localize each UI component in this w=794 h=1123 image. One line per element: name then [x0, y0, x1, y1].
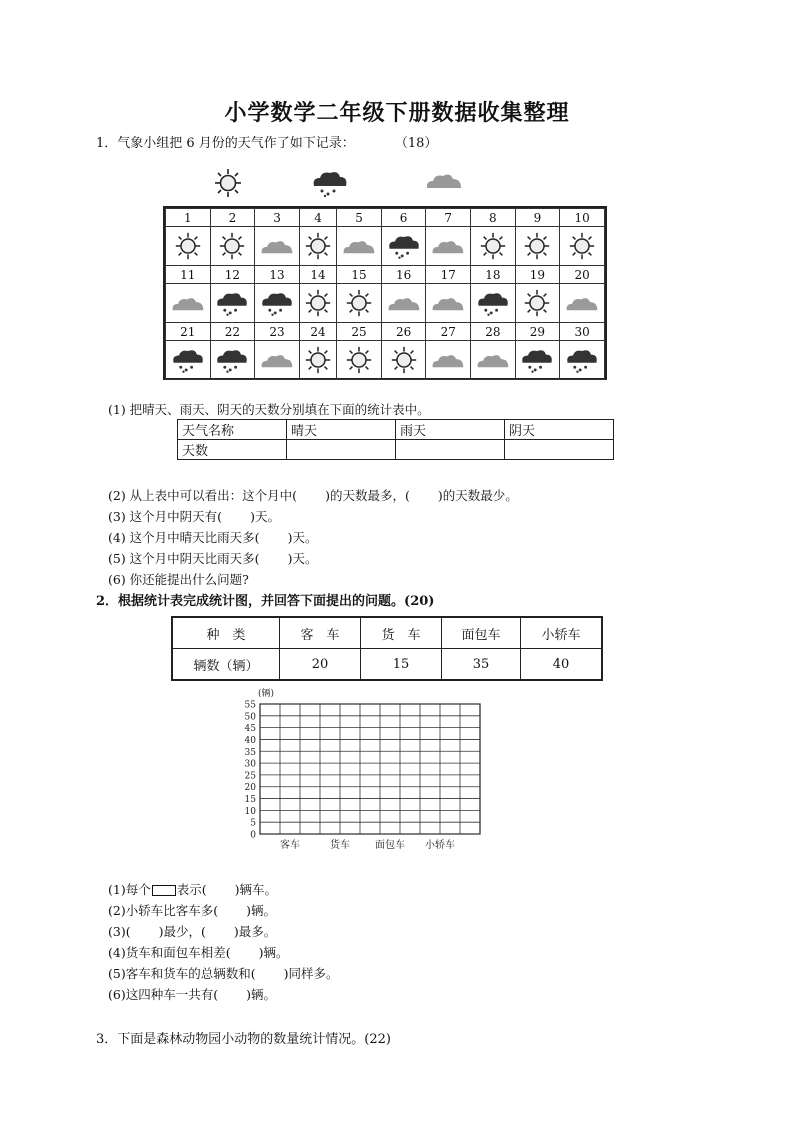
calendar-day-number: 7: [426, 209, 471, 227]
q2-sub4: (4)货车和面包车相差( )辆。: [108, 945, 289, 960]
q2-sub1: (1)每个 表示( )辆车。: [108, 882, 277, 897]
calendar-day-weather: [381, 341, 426, 380]
sun-icon: [303, 288, 333, 318]
rain-icon: [214, 346, 250, 374]
rain-icon: [310, 168, 350, 202]
y-tick-label: 5: [250, 818, 256, 829]
calendar-day-number: 11: [166, 266, 211, 284]
cloud-icon: [386, 292, 422, 314]
sun-icon: [303, 345, 333, 375]
calendar-day-number: 28: [471, 323, 516, 341]
sun-icon: [522, 231, 552, 261]
table-header-cell: 种 类: [172, 617, 280, 649]
cloud-icon: [259, 235, 295, 257]
sun-icon: [303, 231, 333, 261]
q1-sub3: (3) 这个月中阴天有( )天。: [108, 509, 280, 524]
calendar-day-number: 30: [560, 323, 605, 341]
calendar-day-weather: [299, 284, 336, 323]
cloud-icon: [564, 292, 600, 314]
sun-icon: [478, 231, 508, 261]
calendar-day-weather: [210, 227, 255, 266]
calendar-day-number: 8: [471, 209, 516, 227]
cloud-icon: [424, 168, 464, 196]
q1-sub1: (1) 把晴天、雨天、阴天的天数分别填在下面的统计表中。: [108, 402, 430, 417]
answer-cell-rainy[interactable]: [396, 440, 505, 460]
weather-calendar: [163, 206, 607, 380]
sun-icon: [344, 288, 374, 318]
calendar-day-weather: [560, 227, 605, 266]
calendar-day-weather: [337, 341, 382, 380]
calendar-day-number: 5: [337, 209, 382, 227]
y-tick-label: 15: [244, 795, 256, 806]
calendar-day-weather: [255, 341, 300, 380]
calendar-day-number: 22: [210, 323, 255, 341]
calendar-day-weather: [299, 227, 336, 266]
calendar-day-number: 23: [255, 323, 300, 341]
sun-icon: [173, 231, 203, 261]
y-axis-label: (辆): [258, 689, 275, 699]
cloud-icon: [430, 349, 466, 371]
calendar-day-weather: [166, 341, 211, 380]
rain-icon: [259, 289, 295, 317]
vehicle-table: [171, 616, 603, 681]
calendar-day-number: 25: [337, 323, 382, 341]
calendar-day-weather: [255, 284, 300, 323]
calendar-day-weather: [560, 284, 605, 323]
calendar-day-weather: [560, 341, 605, 380]
calendar-day-weather: [166, 284, 211, 323]
y-tick-label: 45: [244, 724, 256, 735]
rain-icon: [519, 346, 555, 374]
y-tick-label: 25: [244, 771, 256, 782]
q1-sub5: (5) 这个月中阴天比雨天多( )天。: [108, 551, 318, 566]
table-header-cell: 货 车: [361, 617, 442, 649]
calendar-day-weather: [337, 227, 382, 266]
table-row-label: 辆数（辆）: [172, 649, 280, 681]
q1-sub2: (2) 从上表中可以看出：这个月中( )的天数最多，( )的天数最少。: [108, 488, 518, 503]
table-header-cell: 客 车: [280, 617, 361, 649]
y-tick-label: 55: [244, 700, 256, 711]
q3-text: 3．下面是森林动物园小动物的数量统计情况。(22): [96, 1032, 391, 1047]
q1-score: （18）: [394, 136, 438, 151]
rain-icon: [386, 232, 422, 260]
table-cell: 35: [442, 649, 521, 681]
table-cell: 40: [521, 649, 603, 681]
table-header-cell: 面包车: [442, 617, 521, 649]
rain-icon: [170, 346, 206, 374]
calendar-day-weather: [515, 284, 560, 323]
calendar-day-weather: [381, 227, 426, 266]
calendar-day-weather: [166, 227, 211, 266]
calendar-day-number: 19: [515, 266, 560, 284]
bar-unit-icon: [152, 885, 176, 896]
calendar-day-number: 15: [337, 266, 382, 284]
q2-sub2: (2)小轿车比客车多( )辆。: [108, 903, 276, 918]
answer-cell-cloudy[interactable]: [505, 440, 614, 460]
table-row-label: 天数: [178, 440, 287, 460]
y-tick-label: 35: [244, 747, 256, 758]
calendar-day-number: 26: [381, 323, 426, 341]
rain-icon: [564, 346, 600, 374]
y-tick-label: 0: [250, 830, 256, 841]
cloud-icon: [430, 292, 466, 314]
x-tick-label: 货车: [330, 840, 350, 851]
q2-sub5: (5)客车和货车的总辆数和( )同样多。: [108, 966, 339, 981]
calendar-day-weather: [471, 341, 516, 380]
calendar-day-weather: [299, 341, 336, 380]
calendar-day-weather: [426, 227, 471, 266]
x-tick-label: 面包车: [375, 840, 405, 851]
table-header-cell: 晴天: [287, 420, 396, 440]
sun-icon: [344, 345, 374, 375]
calendar-day-weather: [515, 341, 560, 380]
rain-icon: [475, 289, 511, 317]
calendar-day-number: 13: [255, 266, 300, 284]
cloud-icon: [341, 235, 377, 257]
sun-icon: [567, 231, 597, 261]
calendar-day-weather: [515, 227, 560, 266]
sun-icon: [217, 231, 247, 261]
table-header-cell: 小轿车: [521, 617, 603, 649]
chart-frame: [260, 704, 480, 834]
cloud-icon: [259, 349, 295, 371]
cloud-icon: [475, 349, 511, 371]
table-cell: 15: [361, 649, 442, 681]
y-tick-label: 50: [244, 712, 256, 723]
calendar-day-weather: [210, 341, 255, 380]
sun-icon: [212, 168, 244, 202]
q2-text: 2．根据统计表完成统计图，并回答下面提出的问题。(20): [96, 594, 435, 609]
calendar-day-number: 1: [166, 209, 211, 227]
calendar-day-number: 4: [299, 209, 336, 227]
calendar-day-number: 17: [426, 266, 471, 284]
q1-text: 1．气象小组把 6 月份的天气作了如下记录： （18）: [96, 136, 438, 151]
calendar-day-weather: [471, 227, 516, 266]
weather-stats-table: [177, 419, 614, 460]
calendar-day-number: 10: [560, 209, 605, 227]
rain-icon: [214, 289, 250, 317]
vehicle-bar-chart: [236, 686, 486, 854]
calendar-day-weather: [337, 284, 382, 323]
y-tick-label: 10: [244, 806, 256, 817]
cloud-icon: [430, 235, 466, 257]
calendar-day-number: 2: [210, 209, 255, 227]
calendar-day-number: 16: [381, 266, 426, 284]
q2-sub6: (6)这四种车一共有( )辆。: [108, 987, 276, 1002]
q1-sub4: (4) 这个月中晴天比雨天多( )天。: [108, 530, 318, 545]
x-tick-label: 小轿车: [425, 840, 455, 851]
table-header-cell: 雨天: [396, 420, 505, 440]
calendar-day-number: 24: [299, 323, 336, 341]
calendar-day-weather: [381, 284, 426, 323]
sun-icon: [389, 345, 419, 375]
calendar-day-number: 27: [426, 323, 471, 341]
sun-icon: [522, 288, 552, 318]
calendar-day-number: 14: [299, 266, 336, 284]
q2-sub3: (3)( )最少，( )最多。: [108, 924, 277, 939]
y-tick-label: 40: [244, 735, 256, 746]
table-header-cell: 天气名称: [178, 420, 287, 440]
calendar-day-number: 20: [560, 266, 605, 284]
calendar-day-number: 21: [166, 323, 211, 341]
page-title: 小学数学二年级下册数据收集整理: [224, 100, 570, 126]
answer-cell-sunny[interactable]: [287, 440, 396, 460]
cloud-icon: [170, 292, 206, 314]
calendar-day-weather: [471, 284, 516, 323]
calendar-day-number: 3: [255, 209, 300, 227]
calendar-day-weather: [210, 284, 255, 323]
calendar-day-number: 6: [381, 209, 426, 227]
calendar-day-number: 9: [515, 209, 560, 227]
calendar-day-number: 18: [471, 266, 516, 284]
weather-legend: [210, 168, 470, 198]
calendar-day-weather: [255, 227, 300, 266]
table-header-cell: 阴天: [505, 420, 614, 440]
calendar-day-number: 12: [210, 266, 255, 284]
calendar-day-number: 29: [515, 323, 560, 341]
x-tick-label: 客车: [280, 840, 300, 851]
table-cell: 20: [280, 649, 361, 681]
calendar-day-weather: [426, 284, 471, 323]
q1-sub6: (6) 你还能提出什么问题?: [108, 572, 249, 587]
y-tick-label: 20: [244, 783, 256, 794]
calendar-day-weather: [426, 341, 471, 380]
y-tick-label: 30: [244, 759, 256, 770]
